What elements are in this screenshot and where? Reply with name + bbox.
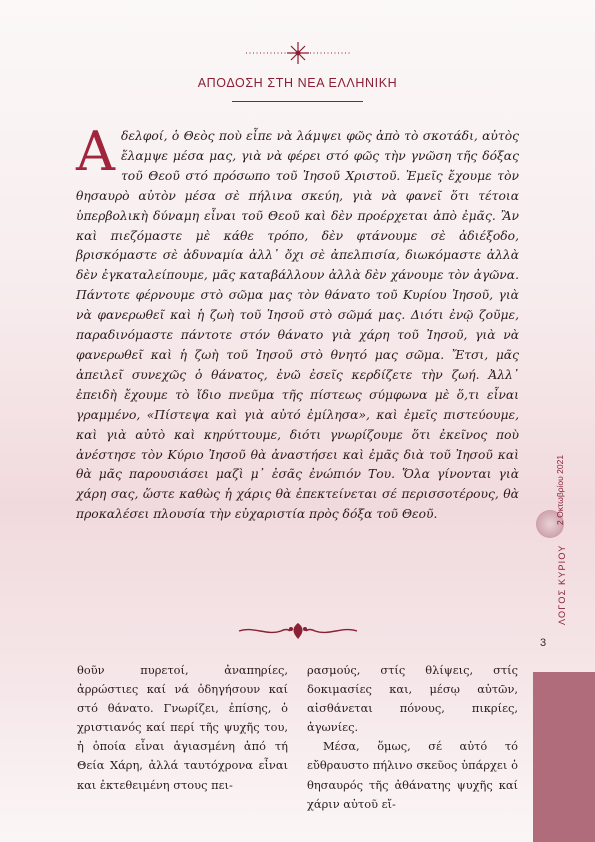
publication-title: ΛΟΓΟΣ ΚΥΡΙΟΥ <box>557 544 567 625</box>
side-color-strip <box>533 672 595 842</box>
section-heading: ΑΠΟΔΟΣΗ ΣΤΗ ΝΕΑ ΕΛΛΗΝΙΚΗ <box>197 76 398 90</box>
page-number: 3 <box>540 637 547 649</box>
right-column-paragraph-2: Μέσα, ὅμως, σέ αὐτό τό εὔθραυστο πήλινο σκεῦος ὑπάρχει ὁ θησαυρός τῆς ἀθάνατης ψυχῆς καί χάριν αὐτοῦ εἴ- <box>307 739 518 811</box>
top-ornament <box>0 40 595 66</box>
heading-rule <box>232 101 363 102</box>
left-column-paragraph: θοῦν πυρετοί, ἀναπηρίες, ἀρρώστιες καί νά ὁδηγήσουν καί στό θάνατο. Γνωρίζει, ἐπίσης, ὁ χριστιανός καί περί τῆς ψυχῆς του, ἡ ὁποία εἶναι ἁγιασμένη ἀπό τή Θεία Χάρη, ἀλλά ταυτόχρονα εἶναι και ἐκτεθειμένη στους πει- <box>77 663 288 792</box>
right-column <box>307 661 518 814</box>
left-column <box>77 661 288 795</box>
right-column-paragraph-1: ρασμούς, στίς θλίψεις, στίς δοκιμασίες και, μέσῳ αὐτῶν, αἰσθάνεται πόνους, πικρίες, ἀγωνίες. <box>307 663 518 735</box>
main-passage-text: δελφοί, ὁ Θεὸς ποὺ εἶπε νὰ λάμψει φῶς ἀπὸ τὸ σκοτάδι, αὐτὸς ἔλαμψε μέσα μας, γιὰ νὰ φέρει στό φῶς τὴν γνῶση τῆς δόξας τοῦ Θεοῦ στό πρόσωπο τοῦ Ἰησοῦ Χριστοῦ. Ἐμεῖς ἔχουμε τὸν θησαυρὸ αὐτὸν μέσα σὲ πήλινα σκεύη, γιὰ νὰ φανεῖ ὅτι τέτοια ὑπερβολικὴ δύναμη εἶναι τοῦ Θεοῦ καὶ δὲν προέρχεται ἀπὸ ἐμᾶς. Ἂν καὶ πιεζόμαστε μὲ κάθε τρόπο, δὲν φτάνουμε σὲ ἀδιέξοδο, βρισκόμαστε σὲ ἀδυναμία ἀλλ᾽ ὄχι σὲ ἀπελπισία, διωκόμαστε ἀλλὰ δὲν ἐγκαταλείπουμε, μᾶς καταβάλλουν ἀλλὰ δὲν χάνουμε τὸν ἀγῶνα. Πάντοτε φέρνουμε στὸ σῶμα μας τὸν θάνατο τοῦ Κυρίου Ἰησοῦ, γιὰ νὰ φανερωθεῖ καὶ ἡ ζωὴ τοῦ Ἰησοῦ στὸ σῶμά μας. Διότι ἐνῷ ζοῦμε, παραδινόμαστε πάντοτε στόν θάνατο γιὰ χάρη τοῦ Ἰησοῦ, γιὰ νὰ φανερωθεῖ καὶ ἡ ζωὴ τοῦ Ἰησοῦ στὸ θνητό μας σῶμα. Ἔτσι, μᾶς ἀπειλεῖ συνεχῶς ὁ θάνατος, ἐνῶ ἐσεῖς κερδίζετε τὴν ζωή. Ἀλλ᾽ ἐπειδὴ ἔχουμε τὸ ἴδιο πνεῦμα τῆς πίστεως σύμφωνα μὲ ὅ,τι εἶναι γραμμένο, «Πίστεψα καὶ γιὰ αὐτό ἐμίλησα», καὶ ἐμεῖς πιστεύουμε, καὶ γιὰ αὐτὸ καὶ κηρύττουμε, διότι γνωρίζουμε ὅτι ἐκεῖνος ποὺ ἀνέστησε τὸν Κύριο Ἰησοῦ θὰ ἀναστήσει καὶ ἐμᾶς διὰ τοῦ Ἰησοῦ καὶ θὰ μᾶς παρουσιάσει μαζὶ μ᾽ ἐσᾶς ἐνώπιόν Του. Ὅλα γίνονται γιὰ χάρη σας, ὥστε καθὼς ἡ χάρις θὰ ἐπεκτείνεται σέ περισσοτέρους, θὰ προκαλέσει πλουσία τὴν εὐχαριστία πρὸς δόξα τοῦ Θεοῦ. <box>76 129 519 522</box>
issue-date: 2 Οκτωβρίου 2021 <box>555 454 565 525</box>
main-passage <box>76 120 519 525</box>
drop-cap: Α <box>76 120 115 183</box>
middle-ornament <box>0 620 595 642</box>
